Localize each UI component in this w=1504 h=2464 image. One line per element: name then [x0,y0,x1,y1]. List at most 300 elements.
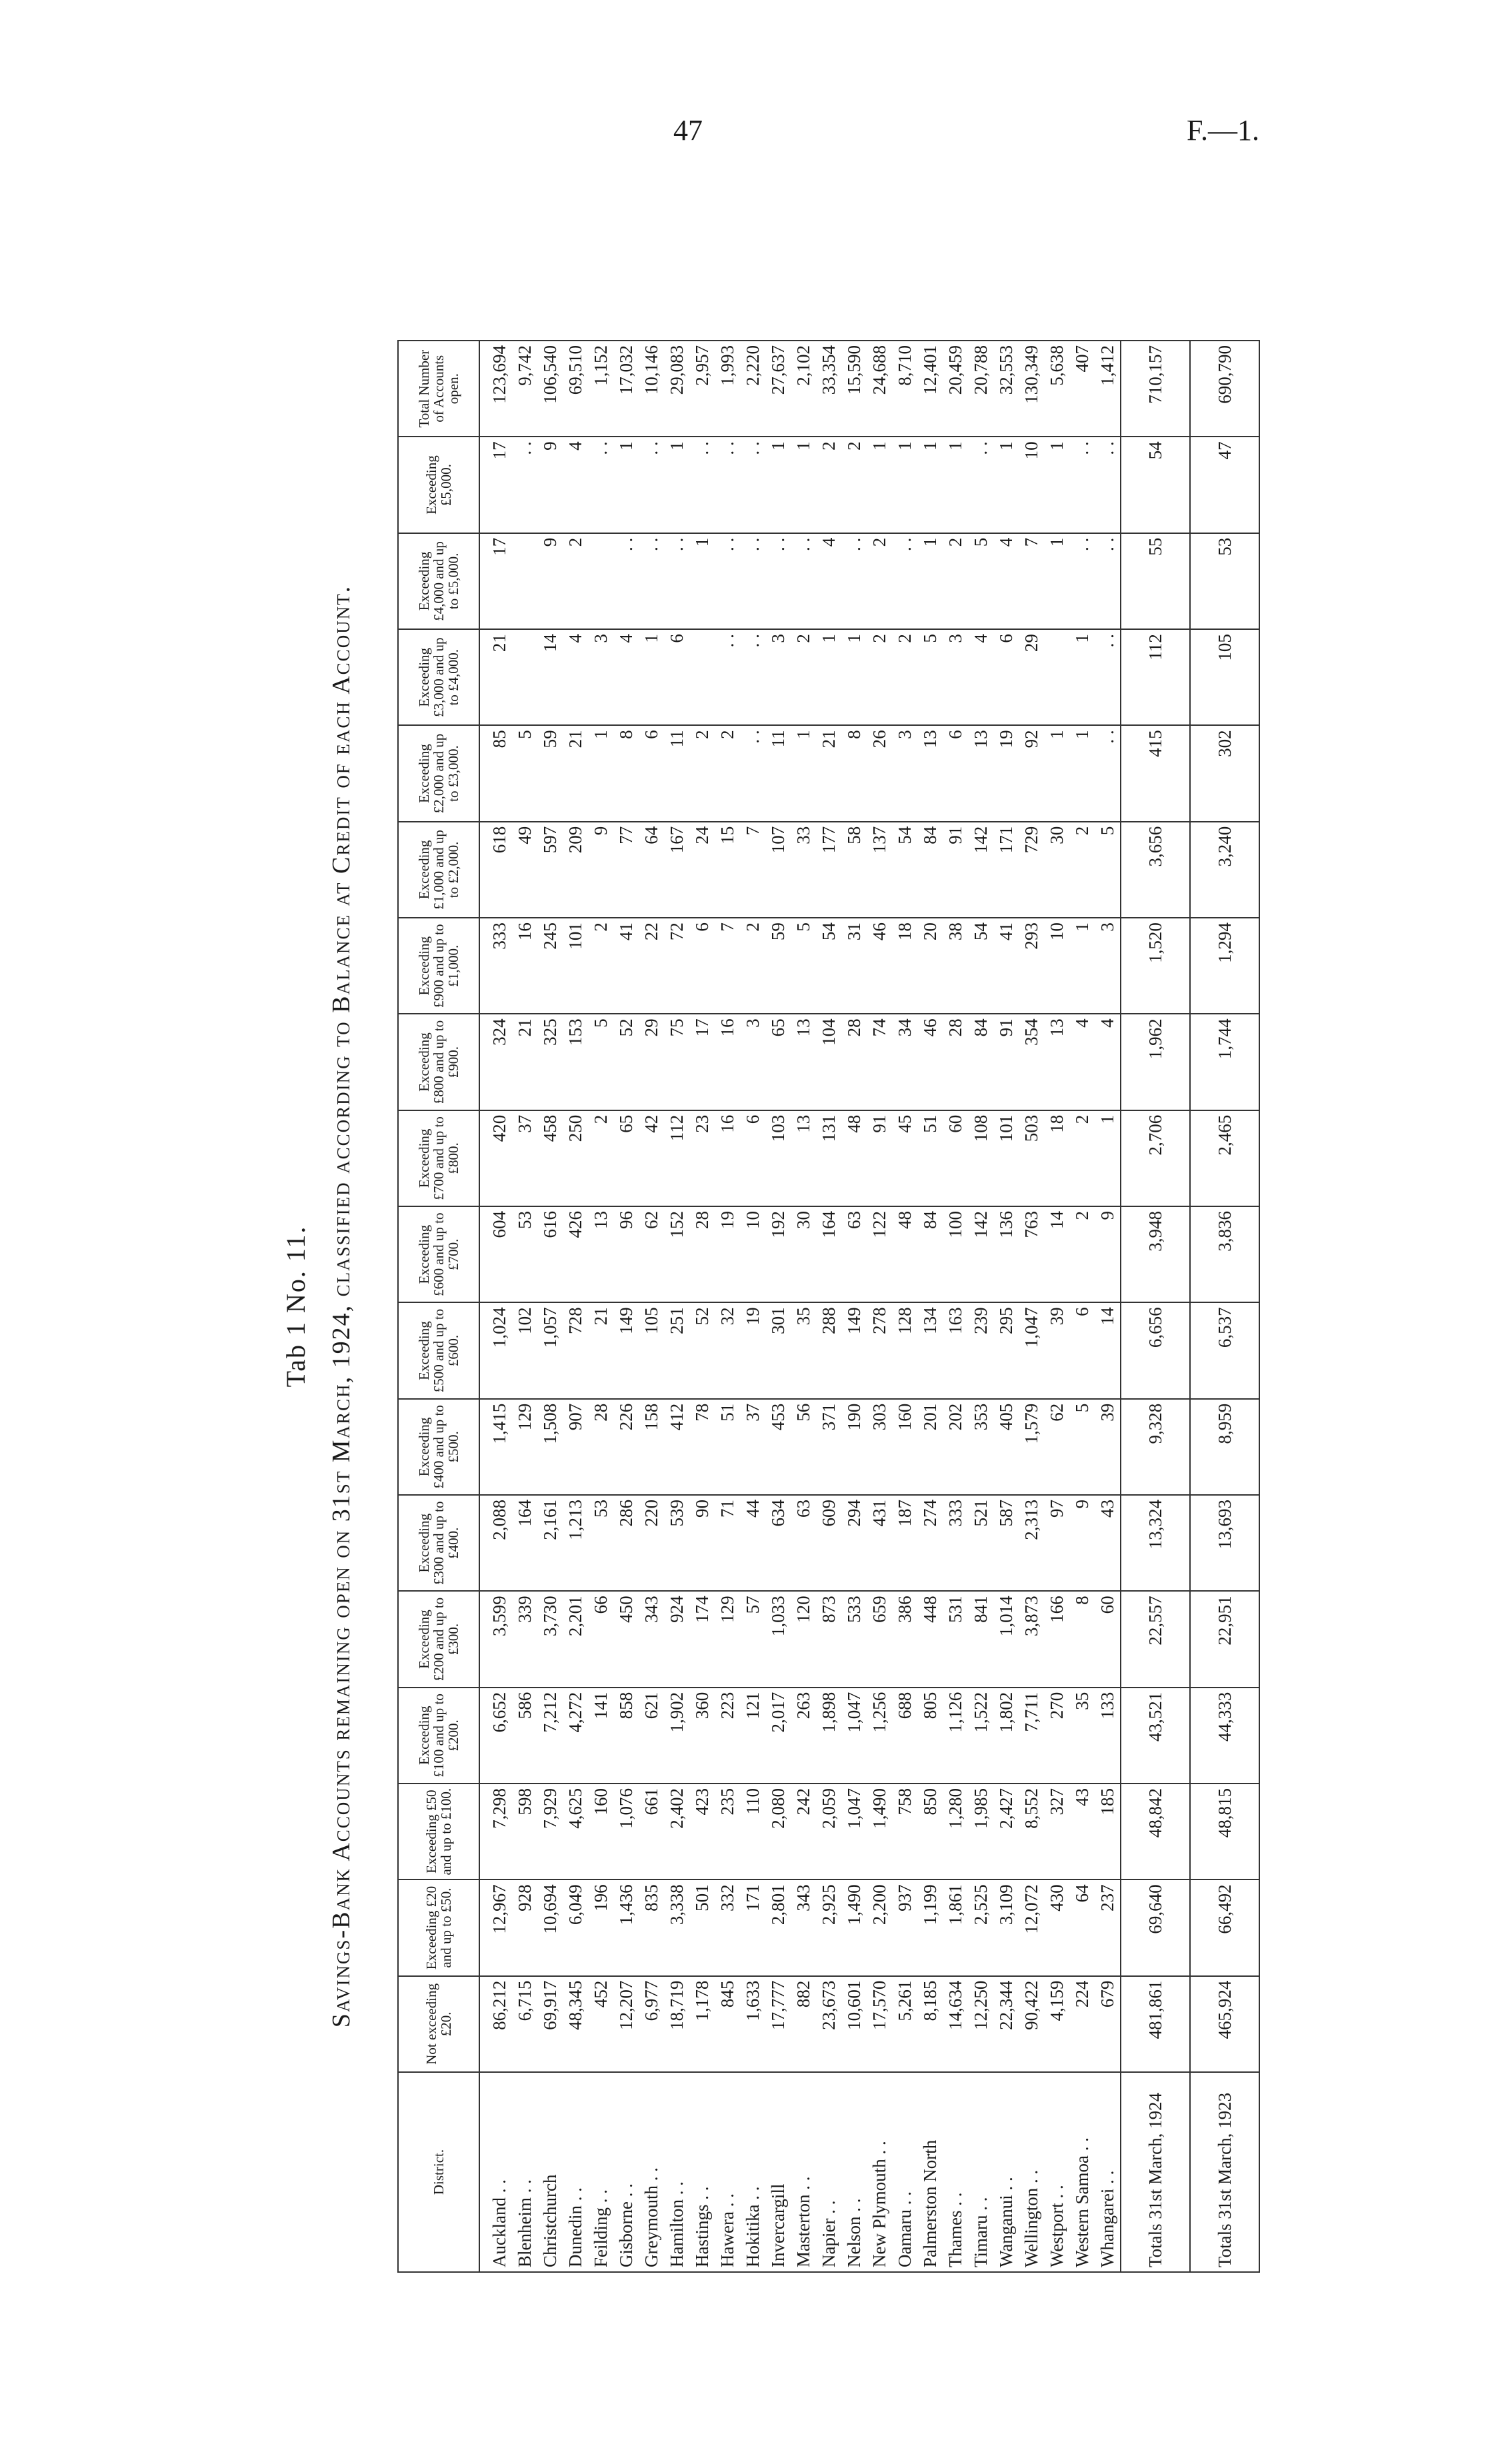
value-cell: 121 [740,1688,765,1784]
value-cell: 48 [841,1110,867,1206]
value-cell: 164 [512,1495,537,1591]
value-cell: 91 [993,1014,1019,1110]
table-row [689,341,715,2272]
value-cell: 69,510 [563,341,588,437]
value-cell: 16 [512,918,537,1014]
value-cell: 39 [1095,1399,1121,1495]
value-cell: 4 [563,629,588,725]
value-cell: 47 [1190,437,1259,533]
value-cell: 1,024 [479,1302,512,1398]
value-cell: 8 [613,725,639,821]
value-cell: 426 [563,1206,588,1302]
value-cell: 2,088 [479,1495,512,1591]
value-cell: 10 [1019,437,1044,533]
value-cell: 1 [765,437,791,533]
value-cell: 35 [791,1302,816,1398]
value-cell: 2 [1069,822,1095,918]
value-cell: 8 [1069,1591,1095,1687]
value-cell: 17 [479,437,512,533]
value-cell: 106,540 [537,341,563,437]
value-cell: 9,328 [1121,1399,1190,1495]
value-cell: 7,212 [537,1688,563,1784]
value-cell: 1 [917,533,943,629]
value-cell: . . [639,533,664,629]
value-cell: 688 [892,1688,917,1784]
value-cell: 4,159 [1044,1976,1069,2072]
value-cell: 86,212 [479,1976,512,2072]
value-cell: 1 [1044,437,1069,533]
value-cell: 2 [1069,1206,1095,1302]
rotated-table-block [267,273,1333,2339]
value-cell: 60 [943,1110,968,1206]
table-row [968,341,993,2272]
value-cell: 5 [1069,1399,1095,1495]
table-row [917,341,943,2272]
value-cell: 152 [664,1206,689,1302]
value-cell: 201 [917,1399,943,1495]
value-cell: 129 [715,1591,740,1687]
value-cell: 14 [537,629,563,725]
value-cell: 84 [917,1206,943,1302]
table-row [740,341,765,2272]
value-cell: 1,033 [765,1591,791,1687]
value-cell: 42 [639,1110,664,1206]
value-cell: 78 [689,1399,715,1495]
value-cell: 503 [1019,1110,1044,1206]
value-cell: 1,993 [715,341,740,437]
table-body [479,341,1259,2272]
value-cell: 2,706 [1121,1110,1190,1206]
table-title: Tab 1 No. 11. [281,1225,311,1388]
value-cell: 192 [765,1206,791,1302]
value-cell: 286 [613,1495,639,1591]
table-subtitle: Savings-Bank Accounts remaining open on 31st March, 1924, classified according to Balance at Credit of each Account. [327,585,355,2028]
value-cell [512,533,537,629]
value-cell: 2,220 [740,341,765,437]
value-cell: 84 [968,1014,993,1110]
value-cell: 407 [1069,341,1095,437]
value-cell: 2,080 [765,1784,791,1879]
value-cell: 3,656 [1121,822,1190,918]
value-cell: 17,032 [613,341,639,437]
value-cell: 13 [1044,1014,1069,1110]
value-cell: 13 [791,1014,816,1110]
value-cell: 3,240 [1190,822,1259,918]
value-cell: 239 [968,1302,993,1398]
table-row [639,341,664,2272]
value-cell: 6,537 [1190,1302,1259,1398]
value-cell: 74 [867,1014,892,1110]
value-cell: . . [740,725,765,821]
value-cell: 343 [791,1879,816,1975]
value-cell: 1,490 [867,1784,892,1879]
value-cell: 45 [892,1110,917,1206]
value-cell: 22,344 [993,1976,1019,2072]
value-cell: 10,694 [537,1879,563,1975]
value-cell: 9 [537,437,563,533]
column-header: Exceeding £300 and up to £400. [398,1495,479,1591]
value-cell: 805 [917,1688,943,1784]
value-cell: 37 [740,1399,765,1495]
value-cell: 46 [867,918,892,1014]
value-cell: 43,521 [1121,1688,1190,1784]
value-cell: 46 [917,1014,943,1110]
value-cell: 1 [1044,533,1069,629]
value-cell: 18 [892,918,917,1014]
value-cell: 13,693 [1190,1495,1259,1591]
page-code: F.—1. [1187,114,1259,147]
district-cell: Totals 31st March, 1923 [1190,2072,1259,2272]
value-cell: 177 [816,822,841,918]
column-header: Exceeding £3,000 and up to £4,000. [398,629,479,725]
value-cell: 101 [563,918,588,1014]
value-cell: 226 [613,1399,639,1495]
value-cell: 64 [639,822,664,918]
value-cell: 3 [740,1014,765,1110]
value-cell: 24 [689,822,715,918]
value-cell: 274 [917,1495,943,1591]
value-cell: 15,590 [841,341,867,437]
value-cell: 3 [892,725,917,821]
value-cell: 53 [512,1206,537,1302]
district-cell: New Plymouth . . [867,2072,892,2272]
value-cell: . . [689,437,715,533]
value-cell: 65 [613,1110,639,1206]
value-cell: . . [715,533,740,629]
value-cell: 54 [968,918,993,1014]
value-cell: 130,349 [1019,341,1044,437]
value-cell: 3,730 [537,1591,563,1687]
value-cell: 54 [892,822,917,918]
value-cell: 533 [841,1591,867,1687]
value-cell: 220 [639,1495,664,1591]
savings-table [397,340,1260,2273]
value-cell: 1 [816,629,841,725]
value-cell: 295 [993,1302,1019,1398]
value-cell: 6,652 [479,1688,512,1784]
value-cell: 690,790 [1190,341,1259,437]
value-cell: 2 [715,725,740,821]
value-cell: 431 [867,1495,892,1591]
value-cell: 166 [1044,1591,1069,1687]
value-cell: 3,338 [664,1879,689,1975]
value-cell: 33 [791,822,816,918]
value-cell: 2,957 [689,341,715,437]
value-cell: 2 [867,533,892,629]
value-cell: 34 [892,1014,917,1110]
value-cell: 44 [740,1495,765,1591]
value-cell: 85 [479,725,512,821]
value-cell: 7,298 [479,1784,512,1879]
value-cell: 303 [867,1399,892,1495]
value-cell: 1 [791,725,816,821]
value-cell: 21 [479,629,512,725]
column-header: Exceeding £5,000. [398,437,479,533]
value-cell: 1,178 [689,1976,715,2072]
value-cell: 2,102 [791,341,816,437]
table-row [537,341,563,2272]
value-cell: . . [968,437,993,533]
value-cell: 5 [588,1014,613,1110]
value-cell: 131 [816,1110,841,1206]
value-cell: 48,345 [563,1976,588,2072]
value-cell: 1 [1069,629,1095,725]
value-cell: . . [613,533,639,629]
value-cell: 5 [512,725,537,821]
value-cell: 6 [639,725,664,821]
table-row [867,341,892,2272]
value-cell: 250 [563,1110,588,1206]
value-cell: 1 [639,629,664,725]
value-cell: 6,977 [639,1976,664,2072]
value-cell: 15 [715,822,740,918]
value-cell: 62 [1044,1399,1069,1495]
value-cell: 22,557 [1121,1591,1190,1687]
value-cell: 13 [791,1110,816,1206]
value-cell: 3,109 [993,1879,1019,1975]
value-cell: 105 [639,1302,664,1398]
value-cell: 10 [1044,918,1069,1014]
value-cell: 4 [816,533,841,629]
value-cell: 2 [867,629,892,725]
value-cell: 185 [1095,1784,1121,1879]
value-cell: 44,333 [1190,1688,1259,1784]
value-cell: 17,570 [867,1976,892,2072]
value-cell: 1,213 [563,1495,588,1591]
column-header: Exceeding £4,000 and up to £5,000. [398,533,479,629]
value-cell: 14,634 [943,1976,968,2072]
value-cell: 1,199 [917,1879,943,1975]
value-cell: 66,492 [1190,1879,1259,1975]
table-row [841,341,867,2272]
value-cell: 6 [689,918,715,1014]
value-cell: 19 [740,1302,765,1398]
value-cell: 29,083 [664,341,689,437]
value-cell: 128 [892,1302,917,1398]
value-cell: 20 [917,918,943,1014]
value-cell: 597 [537,822,563,918]
value-cell: 107 [765,822,791,918]
district-cell: Westport . . [1044,2072,1069,2272]
value-cell: 24,688 [867,341,892,437]
value-cell: 2,161 [537,1495,563,1591]
value-cell: 263 [791,1688,816,1784]
value-cell: 763 [1019,1206,1044,1302]
value-cell: 1 [867,437,892,533]
value-cell: 5,638 [1044,341,1069,437]
value-cell: 1,294 [1190,918,1259,1014]
value-cell: . . [1095,533,1121,629]
value-cell: 251 [664,1302,689,1398]
value-cell: 634 [765,1495,791,1591]
value-cell: 521 [968,1495,993,1591]
value-cell: 163 [943,1302,968,1398]
value-cell: 6 [993,629,1019,725]
value-cell: 123,694 [479,341,512,437]
value-cell: 53 [1190,533,1259,629]
value-cell: 1,152 [588,341,613,437]
value-cell: 4 [1095,1014,1121,1110]
value-cell: 59 [765,918,791,1014]
table-row [791,341,816,2272]
value-cell: 13,324 [1121,1495,1190,1591]
value-cell: 51 [715,1399,740,1495]
value-cell: 71 [715,1495,740,1591]
value-cell: 616 [537,1206,563,1302]
value-cell: 112 [1121,629,1190,725]
value-cell: 22 [639,918,664,1014]
district-cell: Oamaru . . [892,2072,917,2272]
value-cell: . . [841,533,867,629]
value-cell: 7,929 [537,1784,563,1879]
value-cell: 1 [1069,918,1095,1014]
value-cell: 301 [765,1302,791,1398]
value-cell: 6,715 [512,1976,537,2072]
value-cell: 11 [765,725,791,821]
value-cell: . . [639,437,664,533]
district-cell: Auckland . . [479,2072,512,2272]
value-cell: 8,710 [892,341,917,437]
value-cell: 371 [816,1399,841,1495]
value-cell: 158 [639,1399,664,1495]
value-cell: 604 [479,1206,512,1302]
value-cell: 32 [715,1302,740,1398]
value-cell: 450 [613,1591,639,1687]
value-cell: 1,047 [841,1784,867,1879]
value-cell: 5 [791,918,816,1014]
value-cell: 60 [1095,1591,1121,1687]
column-header: Exceeding £700 and up to £800. [398,1110,479,1206]
value-cell: 10,601 [841,1976,867,2072]
value-cell: 2,313 [1019,1495,1044,1591]
value-cell: 1,861 [943,1879,968,1975]
table-row [588,341,613,2272]
value-cell: 1,579 [1019,1399,1044,1495]
value-cell: 69,917 [537,1976,563,2072]
value-cell: 2 [563,533,588,629]
value-cell: 3 [943,629,968,725]
value-cell: 59 [537,725,563,821]
column-header: Exceeding £800 and up to £900. [398,1014,479,1110]
table-row [765,341,791,2272]
district-cell: Hastings . . [689,2072,715,2272]
value-cell: 69,640 [1121,1879,1190,1975]
page-number: 47 [673,114,703,147]
column-header-district: District. [398,2072,479,2272]
value-cell: 28 [689,1206,715,1302]
value-cell: 1,014 [993,1591,1019,1687]
district-cell: Timaru . . [968,2072,993,2272]
district-cell: Whangarei . . [1095,2072,1121,2272]
value-cell: 343 [639,1591,664,1687]
value-cell: 3,836 [1190,1206,1259,1302]
value-cell: 5 [917,629,943,725]
value-cell: 48,815 [1190,1784,1259,1879]
value-cell: 3 [765,629,791,725]
value-cell: 3,873 [1019,1591,1044,1687]
value-cell: 16 [715,1110,740,1206]
value-cell: 51 [917,1110,943,1206]
value-cell: 1,985 [968,1784,993,1879]
value-cell: 62 [639,1206,664,1302]
value-cell: 1,126 [943,1688,968,1784]
value-cell: 1 [841,629,867,725]
value-cell: 16 [715,1014,740,1110]
value-cell [512,629,537,725]
value-cell: 659 [867,1591,892,1687]
value-cell: 452 [588,1976,613,2072]
value-cell: 19 [993,725,1019,821]
value-cell: 17 [689,1014,715,1110]
value-cell: 90,422 [1019,1976,1044,2072]
value-cell: 57 [740,1591,765,1687]
value-cell: 1,902 [664,1688,689,1784]
value-cell: 1 [689,533,715,629]
value-cell: 4 [993,533,1019,629]
value-cell: 224 [1069,1976,1095,2072]
value-cell: 21 [563,725,588,821]
value-cell [689,629,715,725]
value-cell: . . [1069,533,1095,629]
value-cell: 28 [841,1014,867,1110]
value-cell: 448 [917,1591,943,1687]
table-row [993,341,1019,2272]
value-cell: 167 [664,822,689,918]
value-cell: 339 [512,1591,537,1687]
value-cell: 28 [588,1399,613,1495]
value-cell: 873 [816,1591,841,1687]
value-cell: 6 [943,725,968,821]
value-cell: 4,272 [563,1688,588,1784]
value-cell: 66 [588,1591,613,1687]
value-cell: 2 [588,918,613,1014]
value-cell: 458 [537,1110,563,1206]
column-header: Exceeding £100 and up to £200. [398,1688,479,1784]
value-cell: 17,777 [765,1976,791,2072]
table-row [664,341,689,2272]
value-cell: 26 [867,725,892,821]
table-row [943,341,968,2272]
value-cell: 937 [892,1879,917,1975]
value-cell: 2,925 [816,1879,841,1975]
value-cell: 91 [867,1110,892,1206]
value-cell: 618 [479,822,512,918]
district-cell: Invercargill [765,2072,791,2272]
value-cell: 2 [689,725,715,821]
value-cell: 2 [892,629,917,725]
value-cell: 54 [816,918,841,1014]
value-cell: 141 [588,1688,613,1784]
value-cell: 928 [512,1879,537,1975]
value-cell: 453 [765,1399,791,1495]
value-cell: 7 [1019,533,1044,629]
table-row [816,341,841,2272]
value-cell: 1 [1044,725,1069,821]
value-cell: 242 [791,1784,816,1879]
value-cell: 679 [1095,1976,1121,2072]
value-cell: 18 [1044,1110,1069,1206]
value-cell: 12,207 [613,1976,639,2072]
column-header: Exceeding £1,000 and up to £2,000. [398,822,479,918]
value-cell: 1 [943,437,968,533]
value-cell: 64 [1069,1879,1095,1975]
value-cell: 2,801 [765,1879,791,1975]
table-row [1044,341,1069,2272]
value-cell: 153 [563,1014,588,1110]
value-cell: . . [791,533,816,629]
value-cell: 63 [791,1495,816,1591]
totals-row [1190,341,1259,2272]
